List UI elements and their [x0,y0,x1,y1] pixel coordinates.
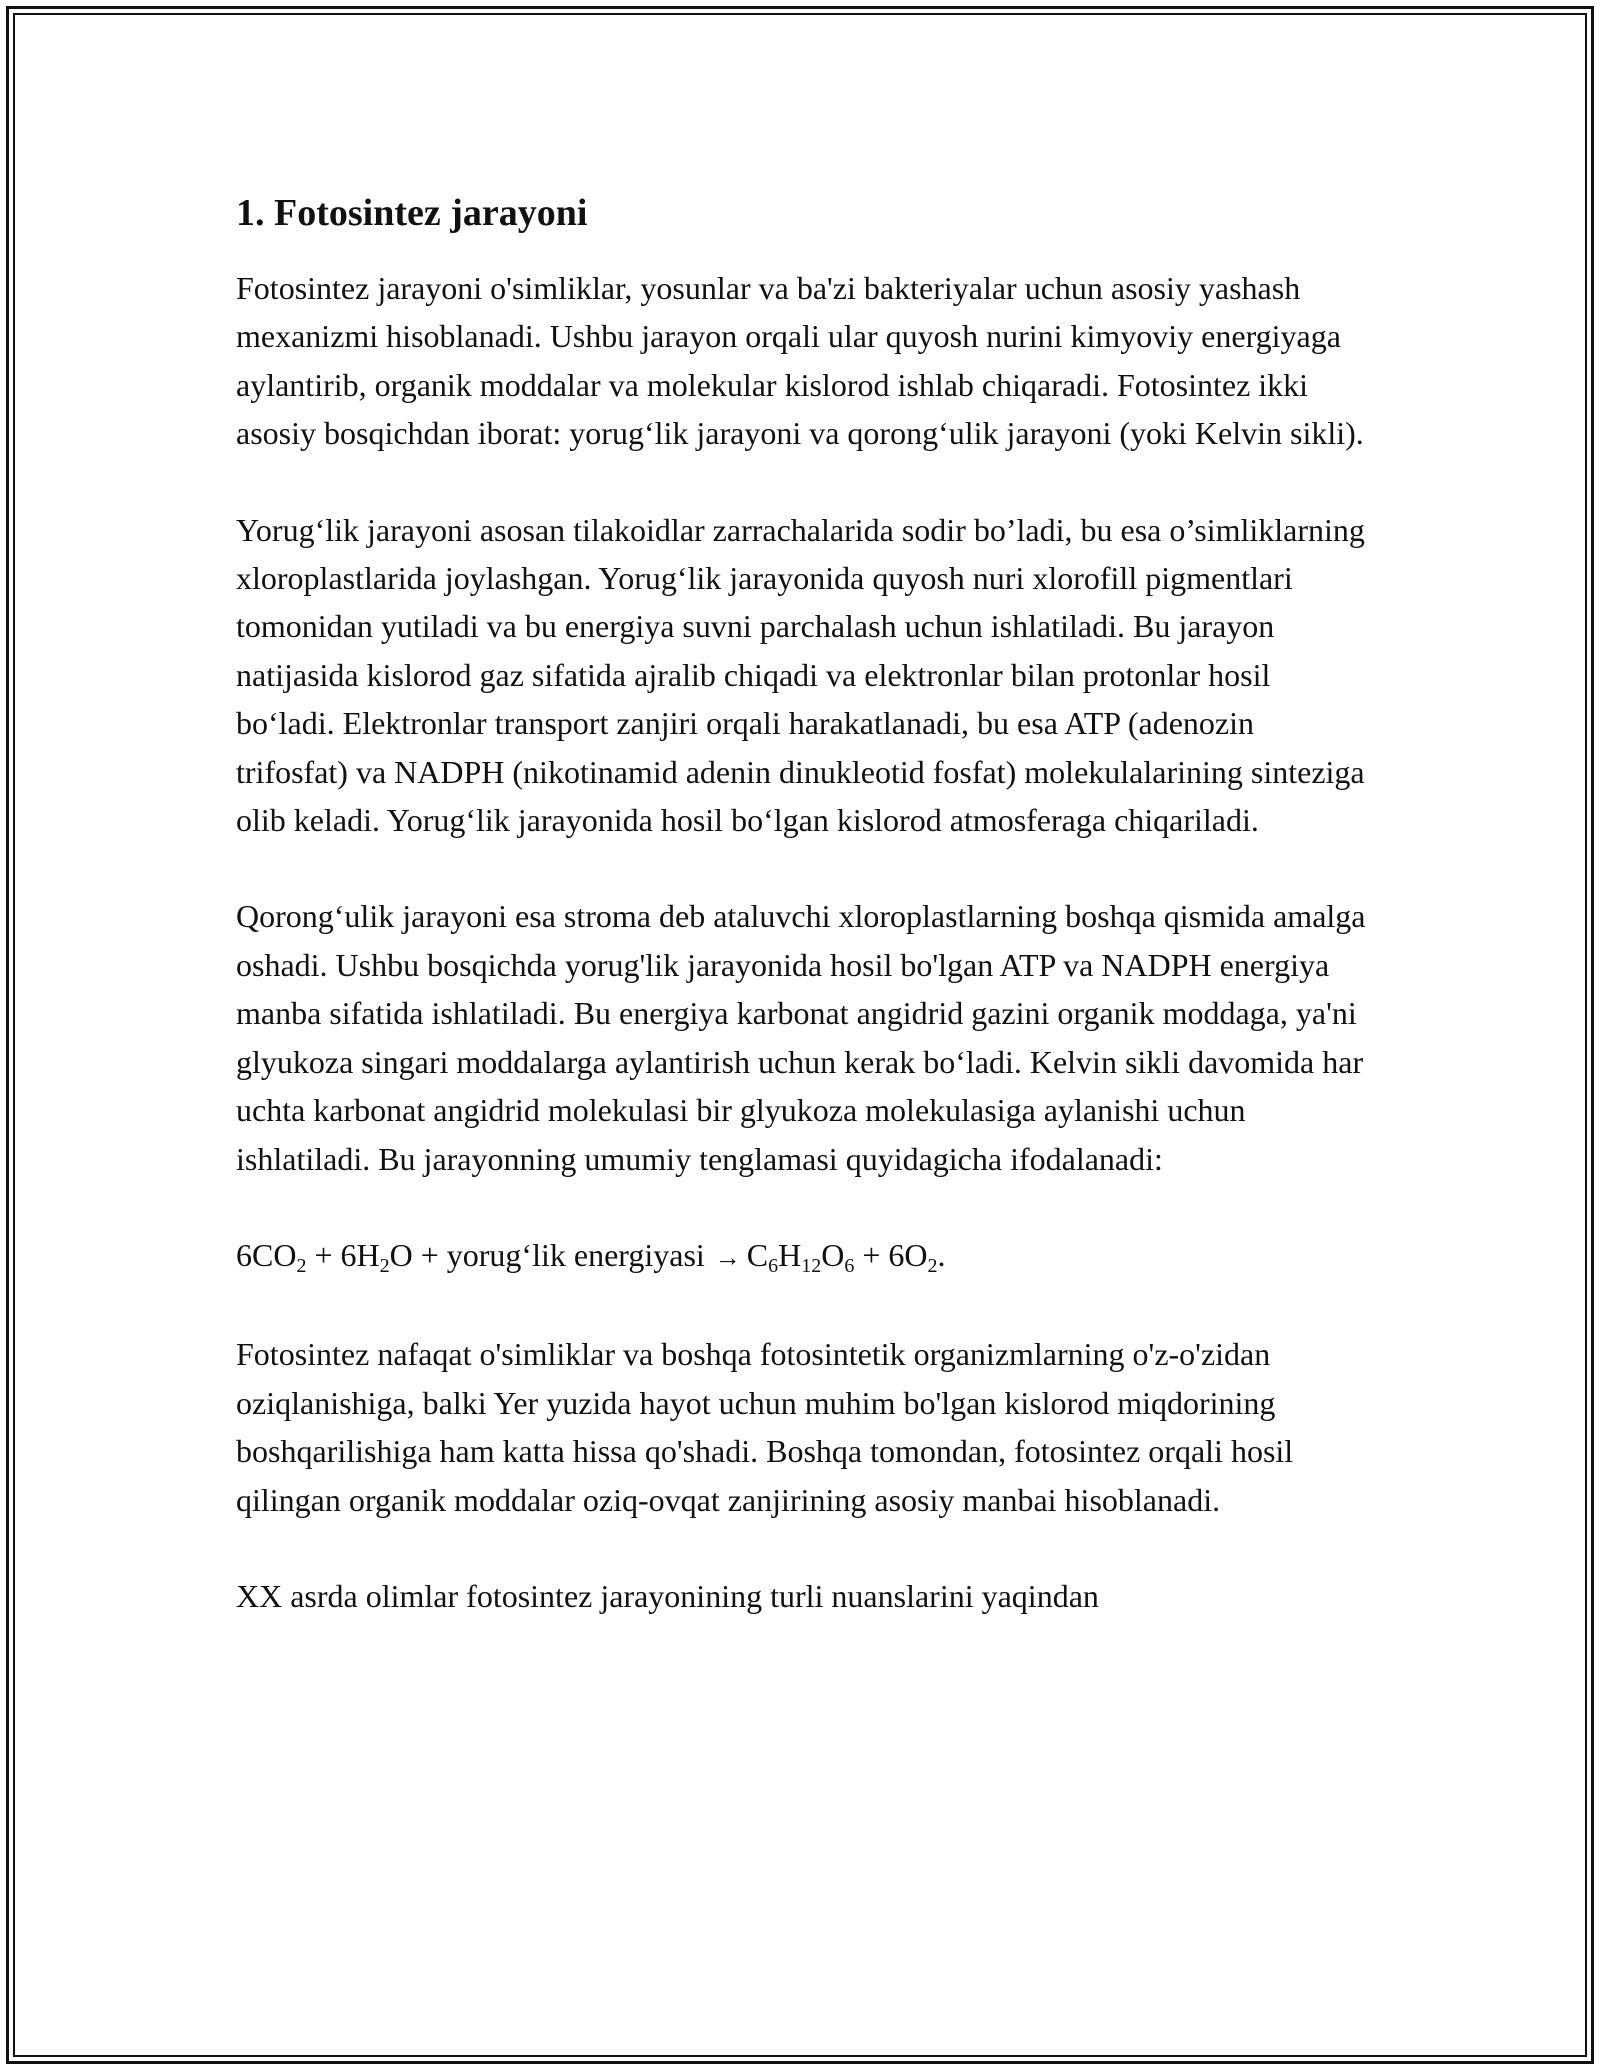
eq-subscript: 6 [844,1254,855,1277]
photosynthesis-equation [236,1231,1366,1282]
eq-text: + 6O [854,1236,928,1273]
eq-subscript: 6 [768,1254,779,1277]
eq-text: 6CO [236,1236,297,1273]
document-body [236,186,1366,1668]
eq-subscript: 2 [296,1254,307,1277]
eq-text: O + yorug‘lik energiyasi [389,1236,705,1273]
eq-text: H [778,1236,802,1273]
paragraph-history: XX asrda olimlar fotosintez jarayonining turli nuanslarini yaqindan [236,1577,1099,1614]
eq-text: C [746,1236,769,1273]
eq-subscript: 2 [379,1254,390,1277]
paragraph-dark-reaction: Qorong‘ulik jarayoni esa stroma deb ataluvchi xloroplastlarning boshqa qismida amalga oshadi. Ushbu bosqichda yorug'lik jarayonida hosil bo'lgan ATP va NADPH energiya manba sifatida ishlatiladi. Bu energiya karbonat angidrid gazini organik moddaga, ya'ni glyukoza singari moddalarga aylantirish uchun kerak bo‘ladi. Kelvin sikli davomida har uchta karbonat angidrid molekulasi bir glyukoza molekulasiga aylanishi uchun ishlatiladi. Bu jarayonning umumiy tenglamasi quyidagicha ifodalanadi: [236,898,1366,1177]
reaction-arrow: → [714,1242,741,1272]
eq-text: . [937,1236,946,1273]
eq-subscript: 2 [927,1254,938,1277]
eq-text: + 6H [306,1236,380,1273]
paragraph-light-reaction: Yorug‘lik jarayoni asosan tilakoidlar zarrachalarida sodir bo’ladi, bu esa o’simliklarning xloroplastlarida joylashgan. Yorug‘lik jarayonida quyosh nuri xlorofill pigmentlari tomonidan yutiladi va bu energiya suvni parchalash uchun ishlatiladi. Bu jarayon natijasida kislorod gaz sifatida ajralib chiqadi va elektronlar bilan protonlar hosil bo‘ladi. Elektronlar transport zanjiri orqali harakatlanadi, bu esa ATP (adenozin trifosfat) va NADPH (nikotinamid adenin dinukleotid fosfat) molekulalarining sinteziga olib keladi. Yorug‘lik jarayonida hosil bo‘lgan kislorod atmosferaga chiqariladi. [236,511,1365,839]
eq-text: O [821,1236,845,1273]
eq-subscript: 12 [801,1254,822,1277]
section-heading: 1. Fotosintez jarayoni [236,192,588,234]
paragraph-intro: Fotosintez jarayoni o'simliklar, yosunlar va ba'zi bakteriyalar uchun asosiy yashash mexanizmi hisoblanadi. Ushbu jarayon orqali ular quyosh nurini kimyoviy energiyaga aylantirib, organik moddalar va molekular kislorod ishlab chiqaradi. Fotosintez ikki asosiy bosqichdan iborat: yorug‘lik jarayoni va qorong‘ulik jarayoni (yoki Kelvin sikli). [236,270,1364,452]
paragraph-significance: Fotosintez nafaqat o'simliklar va boshqa fotosintetik organizmlarning o'z-o'zidan oziqlanishiga, balki Yer yuzida hayot uchun muhim bo'lgan kislorod miqdorining boshqarilishiga ham katta hissa qo'shadi. Boshqa tomondan, fotosintez orqali hosil qilingan organik moddalar oziq-ovqat zanjirining asosiy manbai hisoblanadi. [236,1336,1294,1518]
